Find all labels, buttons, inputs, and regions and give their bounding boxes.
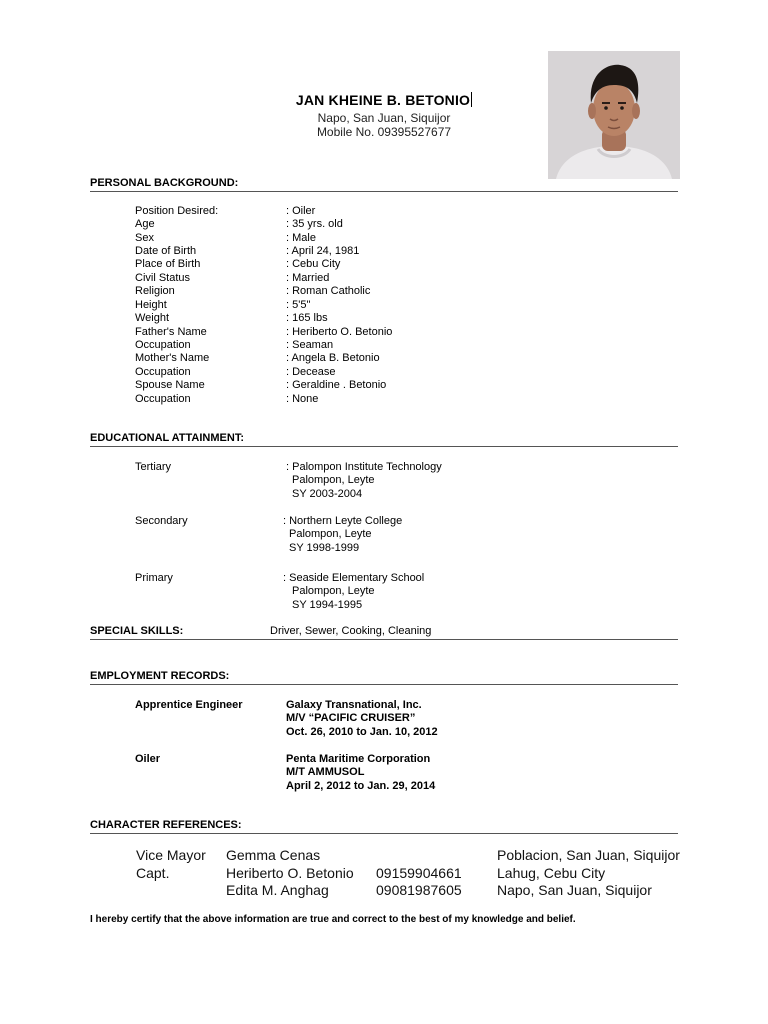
personal-value: : April 24, 1981 [286,245,360,257]
employment-dates: April 2, 2012 to Jan. 29, 2014 [286,780,436,792]
personal-value: : Geraldine . Betonio [286,379,387,391]
section-divider [90,833,678,834]
personal-label: Weight [135,312,170,324]
personal-label: Occupation [135,339,191,351]
applicant-name: JAN KHEINE B. BETONIO [295,92,471,108]
reference-address: Lahug, Cebu City [497,865,606,881]
section-divider [90,639,678,640]
personal-value: : 165 lbs [286,312,328,324]
personal-label: Mother's Name [135,352,210,364]
personal-value: : Male [286,232,316,244]
text-cursor [471,92,472,107]
personal-label: Position Desired: [135,205,219,217]
reference-name: Heriberto O. Betonio [226,865,354,881]
personal-value: : Heriberto O. Betonio [286,326,393,338]
employment-dates: Oct. 26, 2010 to Jan. 10, 2012 [286,726,438,738]
education-school: : Northern Leyte College [283,515,403,527]
personal-value: : Angela B. Betonio [286,352,380,364]
section-divider [90,446,678,447]
personal-label: Height [135,299,167,311]
employment-company: Penta Maritime Corporation [286,753,431,765]
education-school: : Seaside Elementary School [283,572,425,584]
personal-value: : Married [286,272,330,284]
personal-value: : Decease [286,366,336,378]
education-level: Secondary [135,515,188,527]
section-divider [90,684,678,685]
personal-label: Occupation [135,393,191,405]
reference-phone: 09159904661 [376,865,462,881]
employment-company: Galaxy Transnational, Inc. [286,699,422,711]
employment-position: Oiler [135,753,161,765]
section-title-skills: SPECIAL SKILLS: [90,625,184,637]
education-year: SY 1998-1999 [289,542,360,554]
employment-vessel: M/T AMMUSOL [286,766,365,778]
address: Napo, San Juan, Siquijor [317,111,451,125]
skills-text: Driver, Sewer, Cooking, Cleaning [270,625,432,637]
personal-label: Place of Birth [135,258,201,270]
section-title-employment: EMPLOYMENT RECORDS: [90,670,230,682]
personal-label: Date of Birth [135,245,197,257]
reference-address: Napo, San Juan, Siquijor [497,882,652,898]
section-title-education: EDUCATIONAL ATTAINMENT: [90,432,244,444]
personal-value: : Oiler [286,205,316,217]
personal-value: : Cebu City [286,258,341,270]
education-school: : Palompon Institute Technology [286,461,442,473]
section-divider [90,191,678,192]
reference-title: Capt. [136,865,170,881]
personal-value: : 35 yrs. old [286,218,343,230]
personal-value: : None [286,393,319,405]
reference-title: Vice Mayor [136,847,206,863]
reference-name: Gemma Cenas [226,847,321,863]
personal-value: : Roman Catholic [286,285,371,297]
mobile-number: Mobile No. 09395527677 [316,125,452,139]
education-year: SY 2003-2004 [292,488,363,500]
employment-vessel: M/V “PACIFIC CRUISER” [286,712,416,724]
section-title-references: CHARACTER REFERENCES: [90,819,242,831]
personal-value: : Seaman [286,339,334,351]
personal-label: Sex [135,232,154,244]
personal-label: Age [135,218,155,230]
certification-statement: I hereby certify that the above information are true and correct to the best of my knowledge and belief. [90,914,576,925]
personal-label: Spouse Name [135,379,205,391]
education-place: Palompon, Leyte [292,474,375,486]
reference-phone: 09081987605 [376,882,462,898]
education-place: Palompon, Leyte [292,585,375,597]
education-level: Tertiary [135,461,172,473]
reference-address: Poblacion, San Juan, Siquijor [497,847,680,863]
personal-label: Religion [135,285,175,297]
employment-position: Apprentice Engineer [135,699,243,711]
section-title-personal: PERSONAL BACKGROUND: [90,177,239,189]
personal-value: : 5'5" [286,299,311,311]
applicant-photo [548,51,680,179]
education-level: Primary [135,572,173,584]
personal-label: Occupation [135,366,191,378]
reference-name: Edita M. Anghag [226,882,329,898]
education-place: Palompon, Leyte [289,528,372,540]
personal-label: Father's Name [135,326,207,338]
education-year: SY 1994-1995 [292,599,363,611]
personal-label: Civil Status [135,272,191,284]
